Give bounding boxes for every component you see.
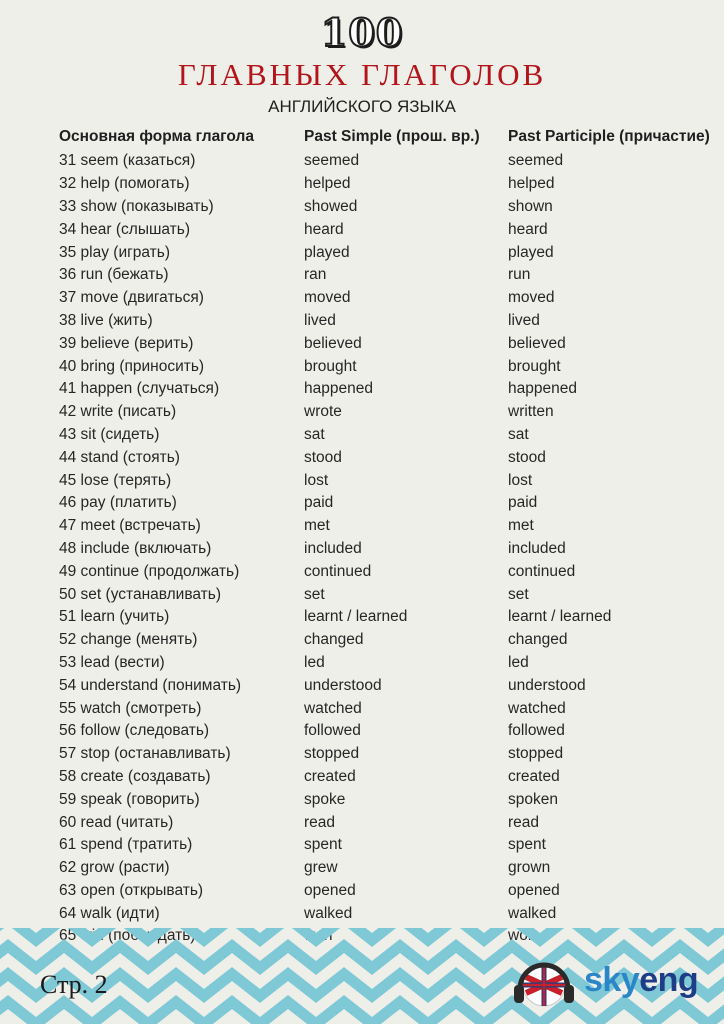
table-row: [59, 241, 724, 264]
cell-past-participle: understood: [508, 676, 586, 694]
logo-text: [584, 961, 698, 1000]
page-title: ГЛАВНЫХ ГЛАГОЛОВ: [177, 57, 547, 92]
cell-base-form: 46 pay (платить): [59, 494, 177, 512]
cell-past-simple: created: [304, 767, 356, 785]
cell-past-participle: believed: [508, 334, 566, 352]
table-row: [59, 150, 724, 173]
cell-past-participle: brought: [508, 357, 561, 375]
cell-base-form: 61 spend (тратить): [59, 836, 193, 854]
cell-past-participle: stopped: [508, 745, 564, 763]
cell-past-participle: stood: [508, 448, 546, 466]
cell-past-participle: run: [508, 266, 531, 284]
cell-past-simple: ran: [304, 266, 327, 284]
cell-base-form: 51 learn (учить): [59, 608, 170, 626]
cell-base-form: 35 play (играть): [59, 243, 170, 261]
table-row: [59, 743, 724, 766]
table-row: [59, 401, 724, 424]
cell-past-simple: won: [304, 927, 333, 945]
table-row: [59, 538, 724, 561]
cell-past-simple: understood: [304, 676, 382, 694]
cell-past-simple: read: [304, 813, 336, 831]
cell-base-form: 59 speak (говорить): [59, 790, 200, 808]
cell-past-simple: stopped: [304, 745, 360, 763]
cell-past-participle: spent: [508, 836, 546, 854]
cell-past-participle: written: [508, 403, 554, 421]
cell-base-form: 45 lose (терять): [59, 471, 172, 489]
cell-base-form: 63 open (открывать): [59, 881, 204, 899]
cell-past-simple: spoke: [304, 790, 346, 808]
cell-base-form: 40 bring (приносить): [59, 357, 205, 375]
cell-past-participle: followed: [508, 722, 565, 740]
cell-past-simple: paid: [304, 494, 334, 512]
cell-past-simple: stood: [304, 448, 342, 466]
cell-past-simple: led: [304, 653, 325, 671]
headphones-globe-icon: [512, 955, 576, 1015]
cell-past-participle: happened: [508, 380, 577, 398]
cell-past-participle: played: [508, 243, 554, 261]
cell-past-simple: brought: [304, 357, 357, 375]
cell-past-simple: showed: [304, 197, 358, 215]
cell-base-form: 36 run (бежать): [59, 266, 169, 284]
table-row: [59, 560, 724, 583]
cell-past-participle: set: [508, 585, 529, 603]
cell-past-simple: played: [304, 243, 350, 261]
table-row: [59, 332, 724, 355]
table-row: [59, 424, 724, 447]
cell-past-simple: grew: [304, 859, 338, 877]
cell-base-form: 41 happen (случаться): [59, 380, 220, 398]
table-row: [59, 173, 724, 196]
table-row: [59, 834, 724, 857]
cell-past-participle: shown: [508, 197, 553, 215]
table-row: [59, 766, 724, 789]
cell-base-form: 50 set (устанавливать): [59, 585, 222, 603]
cell-past-participle: included: [508, 539, 566, 557]
logo-text-sky: sky: [584, 961, 640, 999]
cell-past-participle: watched: [508, 699, 566, 717]
cell-past-simple: sat: [304, 425, 325, 443]
cell-base-form: 60 read (читать): [59, 813, 174, 831]
cell-past-participle: changed: [508, 631, 568, 649]
cell-base-form: 37 move (двигаться): [59, 289, 204, 307]
table-row: [59, 446, 724, 469]
cell-past-simple: wrote: [304, 403, 342, 421]
cell-past-simple: lived: [304, 311, 336, 329]
cell-past-simple: seemed: [304, 152, 360, 170]
skyeng-logo: [508, 955, 718, 1015]
verb-table: [59, 124, 724, 948]
table-row: [59, 697, 724, 720]
table-row: [59, 469, 724, 492]
cell-past-simple: learnt / learned: [304, 608, 408, 626]
cell-base-form: 64 walk (идти): [59, 904, 160, 922]
cell-base-form: 54 understand (понимать): [59, 676, 242, 694]
cell-base-form: 39 believe (верить): [59, 334, 194, 352]
table-row: [59, 218, 724, 241]
table-row: [59, 880, 724, 903]
table-row: [59, 196, 724, 219]
cell-past-simple: heard: [304, 220, 344, 238]
table-row: [59, 674, 724, 697]
table-row: [59, 811, 724, 834]
cell-past-simple: met: [304, 517, 330, 535]
cell-past-simple: believed: [304, 334, 362, 352]
table-row: [59, 788, 724, 811]
cell-base-form: 42 write (писать): [59, 403, 177, 421]
cell-past-simple: changed: [304, 631, 364, 649]
cell-past-simple: lost: [304, 471, 329, 489]
cell-past-participle: created: [508, 767, 560, 785]
cell-past-simple: included: [304, 539, 362, 557]
table-row: [59, 720, 724, 743]
table-row: [59, 629, 724, 652]
page-header: [0, 12, 724, 118]
cell-past-participle: grown: [508, 859, 551, 877]
cell-base-form: 58 create (создавать): [59, 767, 211, 785]
cell-past-simple: helped: [304, 175, 351, 193]
table-row: [59, 264, 724, 287]
cell-past-simple: happened: [304, 380, 373, 398]
cell-base-form: 49 continue (продолжать): [59, 562, 240, 580]
cell-base-form: 56 follow (следовать): [59, 722, 210, 740]
cell-base-form: 38 live (жить): [59, 311, 153, 329]
cell-past-simple: continued: [304, 562, 372, 580]
cell-base-form: 55 watch (смотреть): [59, 699, 202, 717]
cell-past-participle: spoken: [508, 790, 558, 808]
cell-base-form: 43 sit (сидеть): [59, 425, 160, 443]
cell-past-simple: moved: [304, 289, 351, 307]
cell-past-simple: followed: [304, 722, 361, 740]
cell-past-participle: met: [508, 517, 534, 535]
table-row: [59, 378, 724, 401]
cell-past-participle: paid: [508, 494, 538, 512]
cell-past-participle: led: [508, 653, 529, 671]
cell-past-simple: set: [304, 585, 325, 603]
table-row: [59, 606, 724, 629]
cell-base-form: 53 lead (вести): [59, 653, 165, 671]
cell-base-form: 57 stop (останавливать): [59, 745, 231, 763]
logo-text-eng: eng: [639, 961, 699, 999]
cell-past-participle: won: [508, 927, 537, 945]
table-row: [59, 515, 724, 538]
table-body: [59, 150, 724, 948]
cell-base-form: 31 seem (казаться): [59, 152, 196, 170]
cell-base-form: 48 include (включать): [59, 539, 212, 557]
page-number: Стр. 2: [40, 970, 108, 999]
cell-past-participle: moved: [508, 289, 555, 307]
cell-past-participle: walked: [508, 904, 557, 922]
column-header-past-participle: Past Participle (причастие): [508, 128, 710, 145]
table-row: [59, 583, 724, 606]
table-row: [59, 902, 724, 925]
column-header-base-form: Основная форма глагола: [59, 128, 254, 145]
cell-past-participle: lived: [508, 311, 540, 329]
cell-past-participle: read: [508, 813, 540, 831]
cell-past-simple: walked: [304, 904, 353, 922]
table-header-row: [59, 124, 724, 150]
table-row: [59, 857, 724, 880]
cell-base-form: 47 meet (встречать): [59, 517, 201, 535]
cell-past-simple: spent: [304, 836, 342, 854]
cell-past-simple: watched: [304, 699, 362, 717]
cell-past-participle: continued: [508, 562, 576, 580]
cell-past-participle: heard: [508, 220, 548, 238]
cell-past-participle: learnt / learned: [508, 608, 612, 626]
cell-base-form: 62 grow (расти): [59, 859, 170, 877]
cell-past-participle: helped: [508, 175, 555, 193]
cell-base-form: 32 help (помогать): [59, 175, 190, 193]
table-row: [59, 310, 724, 333]
cell-past-simple: opened: [304, 881, 356, 899]
page-subtitle: АНГЛИЙСКОГО ЯЗЫКА: [268, 97, 456, 116]
cell-base-form: 33 show (показывать): [59, 197, 214, 215]
table-row: [59, 492, 724, 515]
cell-base-form: 65 win (побеждать): [59, 927, 196, 945]
table-row: [59, 287, 724, 310]
cell-past-participle: lost: [508, 471, 533, 489]
cell-past-participle: opened: [508, 881, 560, 899]
column-header-past-simple: Past Simple (прош. вр.): [304, 128, 480, 145]
cell-past-participle: seemed: [508, 152, 564, 170]
cell-past-participle: sat: [508, 425, 529, 443]
cell-base-form: 52 change (менять): [59, 631, 198, 649]
table-row: [59, 652, 724, 675]
big-number: 100: [320, 10, 404, 55]
table-row: [59, 355, 724, 378]
cell-base-form: 34 hear (слышать): [59, 220, 191, 238]
cell-base-form: 44 stand (стоять): [59, 448, 180, 466]
